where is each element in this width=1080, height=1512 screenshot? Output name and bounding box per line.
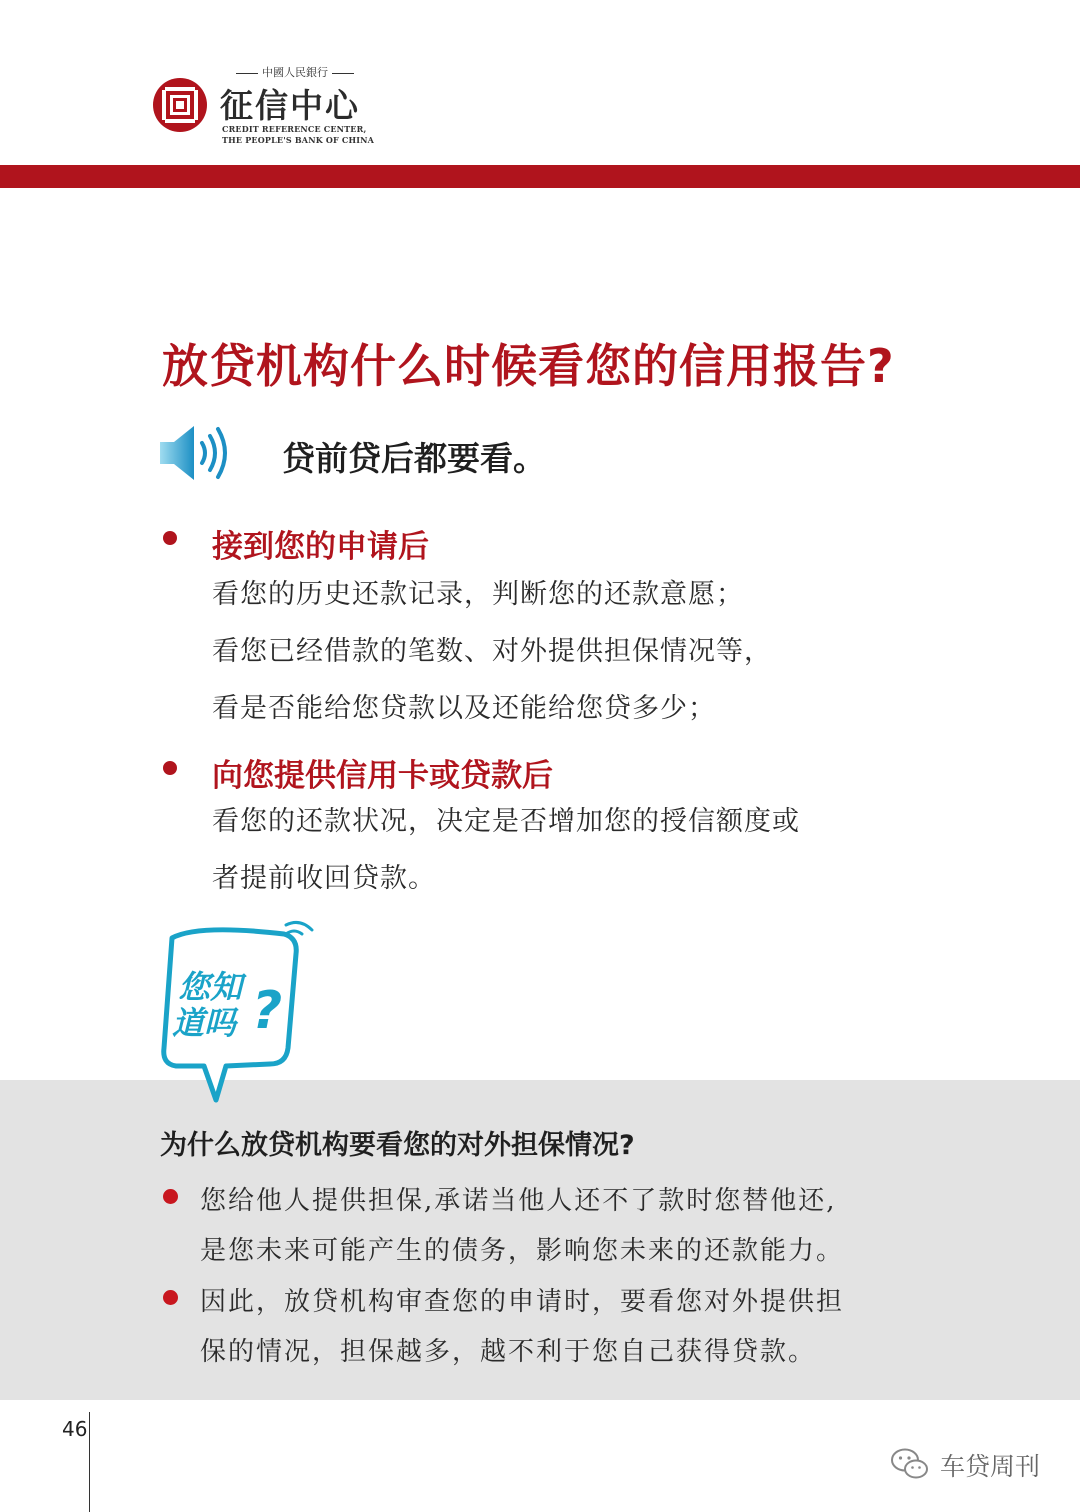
point-line: 保的情况，担保越多，越不利于您自己获得贷款。 [200, 1337, 817, 1367]
section-line: 看您的还款状况，决定是否增加您的授信额度或 [212, 806, 800, 837]
badge-line-2: 道吗 [172, 1004, 237, 1042]
answer-text: 贷前贷后都要看。 [282, 439, 546, 478]
point-line: 因此，放贷机构审查您的申请时，要看您对外提供担 [200, 1287, 845, 1317]
wechat-icon [890, 1447, 930, 1481]
point-line: 您给他人提供担保,承诺当他人还不了款时您替他还, [200, 1186, 837, 1216]
watermark-text: 车贷周刊 [940, 1452, 1041, 1481]
point-line: 是您未来可能产生的债务，影响您未来的还款能力。 [200, 1236, 845, 1266]
badge-question-mark: ? [252, 981, 283, 1041]
page-number: 46 [62, 1417, 88, 1441]
speaker-icon [158, 422, 230, 484]
header-red-bar [0, 165, 1080, 188]
section-heading: 接到您的申请后 [212, 529, 429, 565]
badge-line-1: 您知 [178, 968, 243, 1006]
page-number-rule [89, 1412, 90, 1512]
point-bullet [163, 1290, 178, 1305]
credit-center-seal-icon [152, 77, 208, 133]
section-line: 看您已经借款的笔数、对外提供担保情况等， [212, 636, 772, 667]
section-line: 看是否能给您贷款以及还能给您贷多少； [212, 693, 716, 724]
page-title: 放贷机构什么时候看您的信用报告? [162, 339, 895, 393]
did-you-know-badge [158, 920, 328, 1110]
org-english-line-2: THE PEOPLE'S BANK OF CHINA [222, 135, 375, 145]
org-english-line-1: CREDIT REFERENCE CENTER, [222, 124, 367, 134]
point-bullet [163, 1189, 178, 1204]
section-bullet [163, 531, 177, 545]
question-heading: 为什么放贷机构要看您的对外担保情况? [160, 1130, 635, 1161]
org-english-name [222, 124, 382, 146]
org-name: 征信中心 [220, 86, 360, 125]
org-parent-name: 中國人民銀行 [222, 64, 368, 80]
section-bullet [163, 761, 177, 775]
section-line: 者提前收回贷款。 [212, 863, 436, 894]
page-header [0, 0, 1080, 165]
section-heading: 向您提供信用卡或贷款后 [212, 758, 553, 794]
section-line: 看您的历史还款记录，判断您的还款意愿； [212, 579, 744, 610]
